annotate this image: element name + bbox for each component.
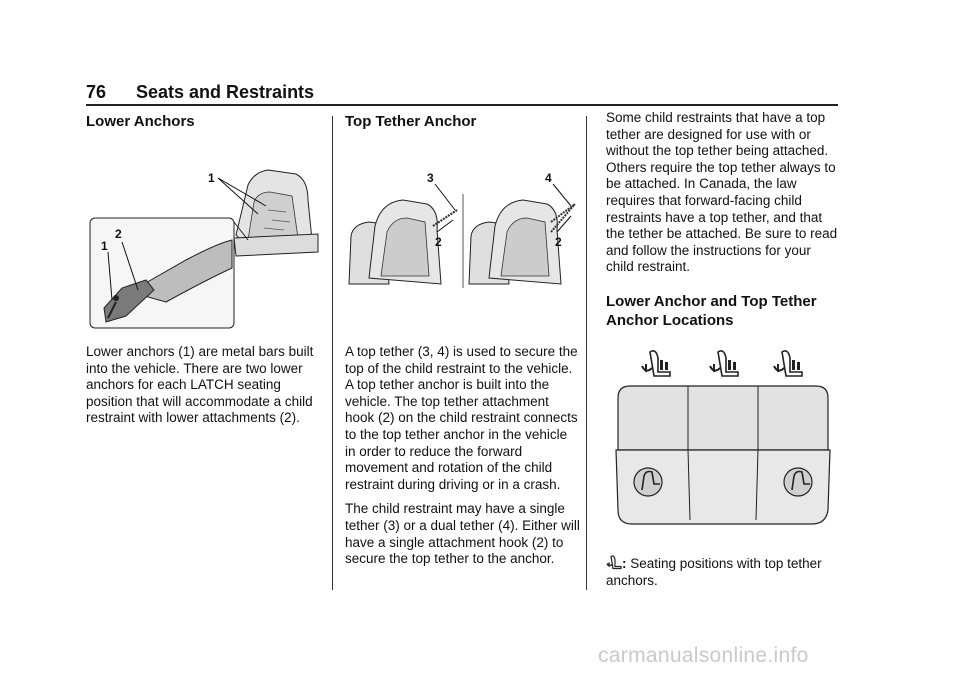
page-header [86, 82, 314, 103]
figure-label-1-top: 1 [208, 171, 215, 185]
watermark: carmanualsonline.info [598, 644, 809, 667]
lower-anchor-symbol-left [634, 468, 662, 496]
caption-text: Seating positions with top tether anchors. [606, 556, 822, 588]
top-tether-body [345, 344, 581, 576]
tether-usage-paragraph: Some child restraints that have a top tether are designed for use with or without the top tether being attached. Others require the top tether always to be attached. In Canada, the law requires that forward-facing child restraints have a top tether, and that the tether be attached. Be sure to read and follow the instructions for your child restraint. [606, 110, 838, 275]
figure-label-2: 2 [115, 227, 122, 241]
lower-anchors-body: Lower anchors (1) are metal bars built into the vehicle. There are two lower anchors for each LATCH seating position that will accommodate a child restraint with lower attachments (2). [86, 344, 314, 426]
top-tether-paragraph-2: The child restraint may have a single tether (3) or a dual tether (4). Either will have a single attachment hook (2) to secure the top tether to the anchor. [345, 501, 580, 567]
column-divider-1 [332, 116, 333, 590]
lower-anchor-symbol-right [784, 468, 812, 496]
anchor-locations-caption [606, 555, 836, 589]
page-number: 76 [86, 82, 107, 102]
caption-colon: : [622, 556, 627, 571]
figure-label-4: 4 [545, 171, 552, 185]
figure-label-3: 3 [427, 171, 434, 185]
header-rule [86, 104, 838, 106]
anchor-locations-figure [612, 342, 832, 526]
top-tether-symbol-center [710, 351, 738, 376]
lower-anchors-figure [86, 140, 326, 332]
anchor-locations-heading: Lower Anchor and Top Tether Anchor Locations [606, 293, 817, 329]
figure-label-1-inset: 1 [101, 239, 108, 253]
section-title: Seats and Restraints [136, 82, 315, 102]
figure-label-2-right: 2 [555, 235, 562, 249]
column-divider-2 [586, 116, 587, 590]
top-tether-heading: Top Tether Anchor [345, 113, 477, 130]
figure-label-2-left: 2 [435, 235, 442, 249]
top-tether-figure [345, 166, 581, 292]
lower-anchors-heading: Lower Anchors [86, 113, 195, 130]
top-tether-symbol-right [774, 351, 802, 376]
top-tether-paragraph-1: A top tether (3, 4) is used to secure the top of the child restraint to the vehicle. A top tether anchor is built into the vehicle. The top tether attachment hook (2) on the child restraint connects to the top tether anchor in the vehicle in order to reduce the forward movement and rotation of the child restraint during driving or in a crash. [345, 344, 578, 492]
top-tether-symbol-left [642, 351, 670, 376]
top-tether-icon [606, 555, 622, 571]
